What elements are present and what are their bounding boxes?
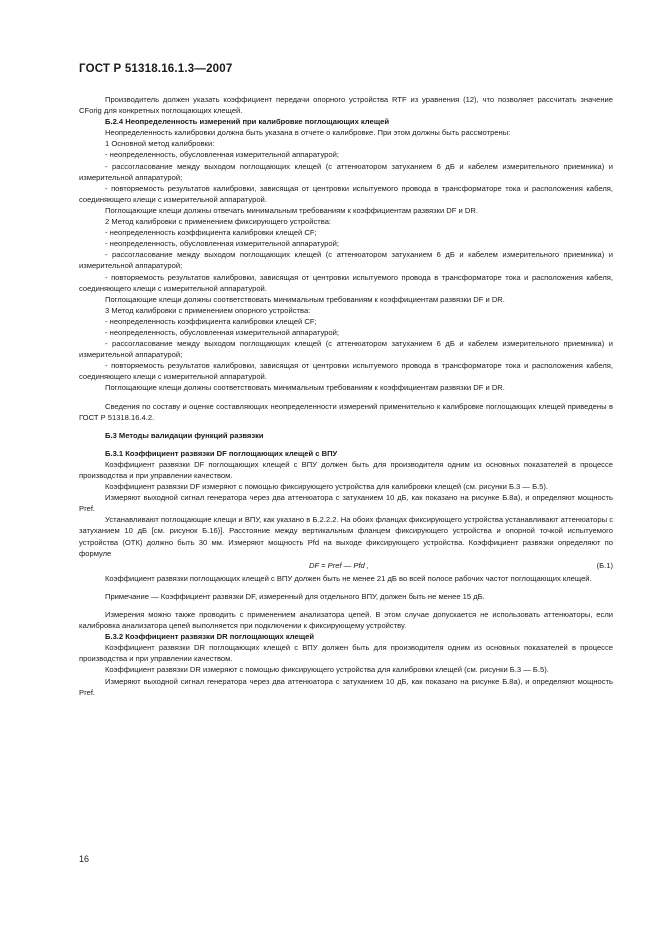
note: Примечание — Коэффициент развязки DF, измеренный для отдельного ВПУ, должен быть не менее 15 дБ. [105,591,485,601]
paragraph: Коэффициент развязки DF измеряют с помощью фиксирующего устройства для калибровки клещей (см. рисунки Б.3 — Б.5). [105,482,549,492]
section-heading: Б.3 Методы валидации функций развязки [105,430,264,440]
subsection-heading: Б.3.2 Коэффициент развязки DR поглощающих клещей [105,632,315,642]
document-body [79,94,613,698]
paragraph: Сведения по составу и оценке составляющих неопределенности измерений применительно к калибровке поглощающих клещей приведены в ГОСТ Р 51318.16.4.2. [79,401,613,422]
list-item: - неопределенность, обусловленная измерительной аппаратурой; [105,150,339,160]
paragraph: Измеряют выходной сигнал генератора через два аттенюатора с затуханием 10 дБ, как показано на рисунке Б.8а), и определяют мощность Pref. [79,493,613,514]
paragraph: Производитель должен указать коэффициент передачи опорного устройства RTF из уравнения (12), что позволяет рассчитать значение CForig для конкретных поглощающих клещей. [79,95,613,116]
paragraph: Неопределенность калибровки должна быть указана в отчете о калибровке. При этом должны быть рассмотрены: [105,128,511,138]
list-item: - неопределенность коэффициента калибровки клещей CF; [105,228,317,238]
list-item: - неопределенность, обусловленная измерительной аппаратурой; [105,327,339,337]
page-number: 16 [79,854,90,864]
paragraph: Коэффициент развязки DR поглощающих клещей с ВПУ должен быть для производителя одним из основных показателей в процессе производства и при управлении качеством. [79,643,613,664]
paragraph: Измеряют выходной сигнал генератора через два аттенюатора с затуханием 10 дБ, как показано на рисунке Б.8а), и определяют мощность Pref. [79,676,613,697]
list-item: - рассогласование между выходом поглощающих клещей (с аттенюатором затуханием 6 дБ и кабелем измерительного приемника) и измерительной аппаратурой; [79,161,613,182]
list-item: - рассогласование между выходом поглощающих клещей (с аттенюатором затуханием 6 дБ и кабелем измерительного приемника) и измерительной аппаратурой; [79,250,613,271]
paragraph: Поглощающие клещи должны соответствовать минимальным требованиям к коэффициентам развязки DF и DR. [105,294,505,304]
list-heading: 2 Метод калибровки с применением фиксирующего устройства: [105,217,332,227]
list-heading: 1 Основной метод калибровки: [105,139,215,149]
subsection-heading: Б.3.1 Коэффициент развязки DF поглощающих клещей с ВПУ [105,448,338,458]
paragraph: Поглощающие клещи должны отвечать минимальным требованиям к коэффициентам развязки DF и DR. [105,205,478,215]
list-heading: 3 Метод калибровки с применением опорного устройства: [105,305,311,315]
paragraph: Поглощающие клещи должны соответствовать минимальным требованиям к коэффициентам развязки DF и DR. [105,383,505,393]
list-item: - повторяемость результатов калибровки, зависящая от центровки испытуемого провода в трансформаторе тока и расположения кабеля, соединяющего клещи с измерительной аппаратурой. [79,272,613,293]
paragraph: Устанавливают поглощающие клещи и ВПУ, как указано в Б.2.2.2. На обоих фланцах фиксирующего устройства устанавливают аттенюаторы с затуханием 10 дБ [см. рисунок Б.16)]. Расстояние между вертикальным фланцем фиксирующего устройства и опорной точкой испытуемого устройства (ОТК) должно быть 30 мм. Измеряют мощность Pfd на выходе фиксирующего устройства. Коэффициент развязки определяют по формуле [79,515,613,558]
list-item: - повторяемость результатов калибровки, зависящая от центровки испытуемого провода в трансформаторе тока и расположения кабеля, соединяющего клещи с измерительной аппаратурой. [79,183,613,204]
document-header: ГОСТ Р 51318.16.1.3—2007 [79,63,233,75]
equation-number: (Б.1) [596,560,613,570]
section-heading: Б.2.4 Неопределенность измерений при калибровке поглощающих клещей [105,117,390,127]
paragraph: Коэффициент развязки поглощающих клещей с ВПУ должен быть не менее 21 дБ во всей полосе рабочих частот поглощающих клещей. [105,573,592,583]
paragraph: Измерения можно также проводить с применением анализатора цепей. В этом случае допускается не использовать аттенюаторы, если калибровка анализатора цепей выполняется при подключении к фиксирующему устройству. [79,609,613,631]
list-item: - неопределенность коэффициента калибровки клещей CF; [105,316,317,326]
paragraph: Коэффициент развязки DF поглощающих клещей с ВПУ должен быть для производителя одним из основных показателей в процессе производства и при управлении качеством. [79,459,613,480]
list-item: - повторяемость результатов калибровки, зависящая от центровки испытуемого провода в трансформаторе тока и расположения кабеля, соединяющего клещи с измерительной аппаратурой. [79,361,613,382]
list-item: - рассогласование между выходом поглощающих клещей (с аттенюатором затуханием 6 дБ и кабелем измерительного приемника) и измерительной аппаратурой; [79,339,613,360]
list-item: - неопределенность, обусловленная измерительной аппаратурой; [105,239,339,249]
equation [79,559,613,573]
equation-formula: DF = Pref — Pfd , [309,560,369,570]
paragraph: Коэффициент развязки DR измеряют с помощью фиксирующего устройства для калибровки клещей (см. рисунки Б.3 — Б.5). [105,665,549,675]
